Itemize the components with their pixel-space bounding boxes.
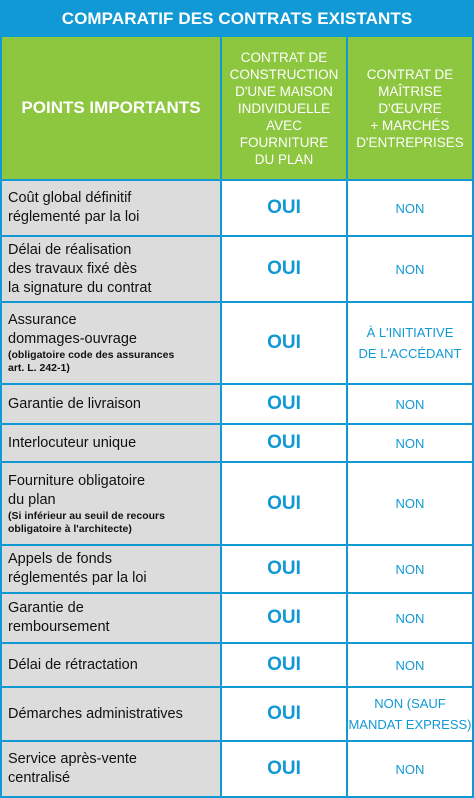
row-col1-value: OUI <box>267 258 301 279</box>
row-col2-cell <box>348 644 472 686</box>
row-col1-value: OUI <box>267 558 301 579</box>
row-col2-cell <box>348 594 472 642</box>
table-row <box>2 181 472 235</box>
row-col2-cell <box>348 237 472 301</box>
table-row <box>2 463 472 544</box>
row-col2-value: NON <box>395 610 425 626</box>
row-col1-cell <box>222 385 346 423</box>
row-col2-cell <box>348 546 472 592</box>
row-label-cell <box>2 303 220 383</box>
row-col2-value: NON <box>395 761 425 777</box>
row-col1-value: OUI <box>267 654 301 675</box>
row-label: Délai de rétractation <box>8 656 138 673</box>
row-label-cell <box>2 425 220 461</box>
row-label: Fourniture obligatoire du plan <box>8 472 146 508</box>
table-row <box>2 425 472 461</box>
row-label-cell <box>2 742 220 796</box>
row-label-cell <box>2 688 220 740</box>
table-row <box>2 594 472 642</box>
row-col2-cell <box>348 181 472 235</box>
row-col1-value: OUI <box>267 703 301 724</box>
row-label-cell <box>2 546 220 592</box>
row-col1-cell <box>222 425 346 461</box>
row-label-cell <box>2 594 220 642</box>
header-contrat-construction <box>222 37 346 179</box>
row-col2-cell <box>348 463 472 544</box>
row-col2-value: NON (SAUF MANDAT EXPRESS) <box>348 696 472 732</box>
table-row <box>2 546 472 592</box>
row-label: Garantie de remboursement <box>8 600 110 635</box>
row-col2-value: NON <box>395 435 425 451</box>
row-col2-cell <box>348 425 472 461</box>
row-col1-cell <box>222 463 346 544</box>
header-contrat-maitrise-oeuvre <box>348 37 472 179</box>
row-sublabel: (Si inférieur au seuil de recours obligatoire à l'architecte) <box>8 509 165 535</box>
row-col1-cell <box>222 237 346 301</box>
row-col1-value: OUI <box>267 393 301 414</box>
row-label-cell <box>2 644 220 686</box>
row-col2-cell <box>348 303 472 383</box>
row-col1-cell <box>222 644 346 686</box>
row-col1-cell <box>222 594 346 642</box>
table-row <box>2 644 472 686</box>
table-row <box>2 688 472 740</box>
row-col2-value: NON <box>395 496 425 511</box>
row-label: Assurance dommages-ouvrage <box>8 312 137 347</box>
table-row <box>2 237 472 301</box>
row-col2-value: NON <box>395 561 425 577</box>
row-col2-value: NON <box>395 200 425 216</box>
row-col2-cell <box>348 385 472 423</box>
table-row <box>2 385 472 423</box>
row-col1-value: OUI <box>267 758 301 779</box>
row-col2-value: À L'INITIATIVE DE L'ACCÉDANT <box>358 325 462 361</box>
row-col2-value: NON <box>395 396 425 412</box>
row-label: Démarches administratives <box>8 705 183 722</box>
row-label-cell <box>2 181 220 235</box>
row-col1-cell <box>222 181 346 235</box>
row-label: Interlocuteur unique <box>8 434 137 451</box>
row-col1-value: OUI <box>267 197 301 218</box>
row-col1-cell <box>222 688 346 740</box>
row-col1-cell <box>222 742 346 796</box>
row-col2-value: NON <box>395 261 425 277</box>
row-col1-value: OUI <box>267 492 301 514</box>
table-title: COMPARATIF DES CONTRATS EXISTANTS <box>61 8 413 28</box>
row-label: Appels de fonds réglementés par la loi <box>8 551 147 586</box>
table-row <box>2 303 472 383</box>
row-col2-value: NON <box>395 657 425 673</box>
row-sublabel: (obligatoire code des assurances art. L. 242-1) <box>8 349 175 374</box>
row-col1-value: OUI <box>267 607 301 628</box>
table-row <box>2 742 472 796</box>
header-col1-label: CONTRAT DE CONSTRUCTION D'UNE MAISON INDIVIDUELLE AVEC FOURNITURE DU PLAN <box>229 49 339 167</box>
row-col2-cell <box>348 742 472 796</box>
row-label: Coût global définitif réglementé par la loi <box>8 190 140 225</box>
row-label-cell <box>2 463 220 544</box>
row-col1-value: OUI <box>267 332 301 353</box>
row-col1-cell <box>222 303 346 383</box>
row-label: Garantie de livraison <box>8 395 141 412</box>
row-label: Délai de réalisation des travaux fixé dès la signature du contrat <box>8 241 152 296</box>
row-label: Service après-vente centralisé <box>8 751 137 786</box>
row-col1-cell <box>222 546 346 592</box>
row-label-cell <box>2 385 220 423</box>
row-label-cell <box>2 237 220 301</box>
row-col1-value: OUI <box>267 432 301 453</box>
row-col2-cell <box>348 688 472 740</box>
header-points-importants: POINTS IMPORTANTS <box>2 37 220 179</box>
header-col2-label: CONTRAT DE MAÎTRISE D'ŒUVRE + MARCHÉS D'ENTREPRISES <box>356 66 464 150</box>
